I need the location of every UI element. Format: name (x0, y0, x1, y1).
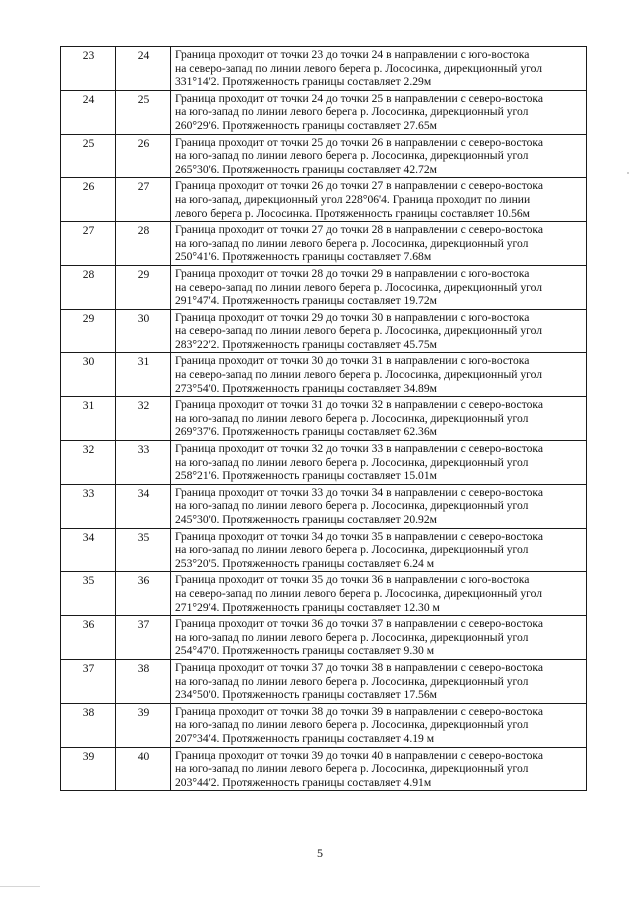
boundary-description-cell (171, 397, 587, 441)
point-to-cell: 31 (116, 353, 171, 397)
description-line: на юго-запад по линии левого берега р. Лососинка, дирекционный угол (175, 455, 529, 469)
boundary-description-cell (171, 222, 587, 266)
description-line: 254°47'0. Протяженность границы составляет 9.30 м (175, 644, 435, 658)
table-row (61, 397, 587, 441)
point-to-cell: 33 (116, 441, 171, 485)
boundary-description-cell (171, 747, 587, 791)
point-from-cell: 26 (61, 178, 116, 222)
boundary-description-cell (171, 441, 587, 485)
description-line: Граница проходит от точки 30 до точки 31 в направлении с юго-востока (175, 354, 530, 368)
description-line: 273°54'0. Протяженность границы составляет 34.89м (175, 381, 437, 395)
description-line: Граница проходит от точки 37 до точки 38 в направлении с северо-востока (175, 660, 544, 674)
table-row (61, 178, 587, 222)
table-row (61, 134, 587, 178)
description-line: на северо-запад по линии левого берега р. Лососинка, дирекционный угол (175, 61, 543, 75)
description-line: на юго-запад по линии левого берега р. Лососинка, дирекционный угол (175, 674, 529, 688)
description-line: Граница проходит от точки 26 до точки 27 в направлении с северо-востока (175, 179, 544, 193)
point-to-cell: 26 (116, 134, 171, 178)
table-row (61, 265, 587, 309)
point-to-cell: 34 (116, 484, 171, 528)
boundary-description-cell (171, 178, 587, 222)
table-row (61, 484, 587, 528)
description-line: 234°50'0. Протяженность границы составляет 17.56м (175, 688, 437, 702)
point-from-cell: 34 (61, 528, 116, 572)
boundary-description-cell (171, 47, 587, 91)
description-line: на юго-запад по линии левого берега р. Лососинка, дирекционный угол (175, 411, 529, 425)
point-from-cell: 39 (61, 747, 116, 791)
point-to-cell: 25 (116, 90, 171, 134)
description-line: Граница проходит от точки 35 до точки 36 в направлении с юго-востока (175, 573, 530, 587)
point-from-cell: 30 (61, 353, 116, 397)
table-row (61, 90, 587, 134)
table-row (61, 703, 587, 747)
description-line: на юго-запад по линии левого берега р. Лососинка, дирекционный угол (175, 762, 529, 776)
scan-edge-mark (627, 172, 629, 174)
table-row (61, 747, 587, 791)
boundary-description-cell (171, 659, 587, 703)
boundary-description-cell (171, 353, 587, 397)
boundary-table (60, 46, 587, 791)
description-line: на юго-запад, дирекционный угол 228°06'4. Граница проходит по линии (175, 192, 531, 206)
description-line: на северо-запад по линии левого берега р. Лососинка, дирекционный угол (175, 324, 543, 338)
table-row (61, 353, 587, 397)
description-line: на юго-запад по линии левого берега р. Лососинка, дирекционный угол (175, 499, 529, 513)
description-line: на юго-запад по линии левого берега р. Лососинка, дирекционный угол (175, 149, 529, 163)
footer-rule (0, 886, 40, 887)
description-line: 271°29'4. Протяженность границы составляет 12.30 м (175, 600, 440, 614)
description-line: на северо-запад по линии левого берега р. Лососинка, дирекционный угол (175, 280, 543, 294)
description-line: Граница проходит от точки 29 до точки 30 в направлении с юго-востока (175, 310, 530, 324)
page-number: 5 (317, 846, 323, 860)
description-line: 207°34'4. Протяженность границы составляет 4.19 м (175, 731, 435, 745)
description-line: Граница проходит от точки 25 до точки 26 в направлении с северо-востока (175, 135, 544, 149)
description-line: Граница проходит от точки 23 до точки 24 в направлении с юго-востока (175, 48, 530, 61)
description-line: Граница проходит от точки 28 до точки 29 в направлении с юго-востока (175, 266, 530, 280)
description-line: 245°30'0. Протяженность границы составляет 20.92м (175, 513, 437, 526)
description-line: Граница проходит от точки 24 до точки 25 в направлении с северо-востока (175, 91, 544, 105)
point-to-cell: 32 (116, 397, 171, 441)
point-from-cell: 24 (61, 90, 116, 134)
description-line: 253°20'5. Протяженность границы составляет 6.24 м (175, 556, 435, 570)
description-line: 250°41'6. Протяженность границы составляет 7.68м (175, 250, 432, 264)
point-from-cell: 35 (61, 572, 116, 616)
description-line: на северо-запад по линии левого берега р. Лососинка, дирекционный угол (175, 586, 543, 600)
description-line: на юго-запад по линии левого берега р. Лососинка, дирекционный угол (175, 236, 529, 250)
description-line: 260°29'6. Протяженность границы составляет 27.65м (175, 118, 437, 132)
table-row (61, 309, 587, 353)
description-line: Граница проходит от точки 39 до точки 40 в направлении с северо-востока (175, 748, 544, 762)
point-from-cell: 33 (61, 484, 116, 528)
point-from-cell: 32 (61, 441, 116, 485)
description-line: на юго-запад по линии левого берега р. Лососинка, дирекционный угол (175, 105, 529, 119)
table-row (61, 616, 587, 660)
description-line: на юго-запад по линии левого берега р. Лососинка, дирекционный угол (175, 630, 529, 644)
description-line: Граница проходит от точки 36 до точки 37 в направлении с северо-востока (175, 617, 544, 631)
point-to-cell: 37 (116, 616, 171, 660)
point-from-cell: 29 (61, 309, 116, 353)
point-to-cell: 27 (116, 178, 171, 222)
point-to-cell: 36 (116, 572, 171, 616)
description-line: Граница проходит от точки 31 до точки 32 в направлении с северо-востока (175, 398, 544, 412)
boundary-description-cell (171, 90, 587, 134)
description-line: Граница проходит от точки 33 до точки 34 в направлении с северо-востока (175, 485, 544, 499)
boundary-description-cell (171, 703, 587, 747)
description-line: на юго-запад по линии левого берега р. Лососинка, дирекционный угол (175, 543, 529, 557)
point-from-cell: 31 (61, 397, 116, 441)
table-row (61, 47, 587, 91)
description-line: на юго-запад по линии левого берега р. Лососинка, дирекционный угол (175, 718, 529, 732)
description-line: Граница проходит от точки 38 до точки 39 в направлении с северо-востока (175, 704, 544, 718)
description-line: Граница проходит от точки 27 до точки 28 в направлении с северо-востока (175, 223, 544, 237)
boundary-description-cell (171, 309, 587, 353)
description-line: 269°37'6. Протяженность границы составляет 62.36м (175, 425, 437, 439)
table-row (61, 441, 587, 485)
boundary-description-cell (171, 265, 587, 309)
boundary-description-cell (171, 616, 587, 660)
point-from-cell: 28 (61, 265, 116, 309)
table-row (61, 659, 587, 703)
point-from-cell: 23 (61, 47, 116, 91)
boundary-description-cell (171, 572, 587, 616)
boundary-table-body (61, 47, 587, 791)
table-row (61, 222, 587, 266)
description-line: Граница проходит от точки 34 до точки 35 в направлении с северо-востока (175, 529, 544, 543)
point-from-cell: 38 (61, 703, 116, 747)
description-line: 203°44'2. Протяженность границы составляет 4.91м (175, 775, 432, 789)
description-line: левого берега р. Лососинка. Протяженность границы составляет 10.56м (175, 206, 531, 220)
table-row (61, 572, 587, 616)
point-to-cell: 35 (116, 528, 171, 572)
point-from-cell: 25 (61, 134, 116, 178)
point-to-cell: 40 (116, 747, 171, 791)
description-line: Граница проходит от точки 32 до точки 33 в направлении с северо-востока (175, 442, 544, 456)
point-from-cell: 36 (61, 616, 116, 660)
description-line: 258°21'6. Протяженность границы составляет 15.01м (175, 469, 437, 483)
point-to-cell: 29 (116, 265, 171, 309)
table-row (61, 528, 587, 572)
description-line: 291°47'4. Протяженность границы составляет 19.72м (175, 294, 437, 308)
boundary-description-cell (171, 528, 587, 572)
point-to-cell: 39 (116, 703, 171, 747)
description-line: 265°30'6. Протяженность границы составляет 42.72м (175, 162, 437, 176)
point-to-cell: 30 (116, 309, 171, 353)
point-to-cell: 24 (116, 47, 171, 91)
point-to-cell: 28 (116, 222, 171, 266)
description-line: 283°22'2. Протяженность границы составляет 45.75м (175, 337, 437, 351)
description-line: на северо-запад по линии левого берега р. Лососинка, дирекционный угол (175, 368, 543, 382)
boundary-description-cell (171, 484, 587, 528)
description-line: 331°14'2. Протяженность границы составляет 2.29м (175, 75, 432, 89)
boundary-description-cell (171, 134, 587, 178)
point-from-cell: 37 (61, 659, 116, 703)
point-to-cell: 38 (116, 659, 171, 703)
point-from-cell: 27 (61, 222, 116, 266)
